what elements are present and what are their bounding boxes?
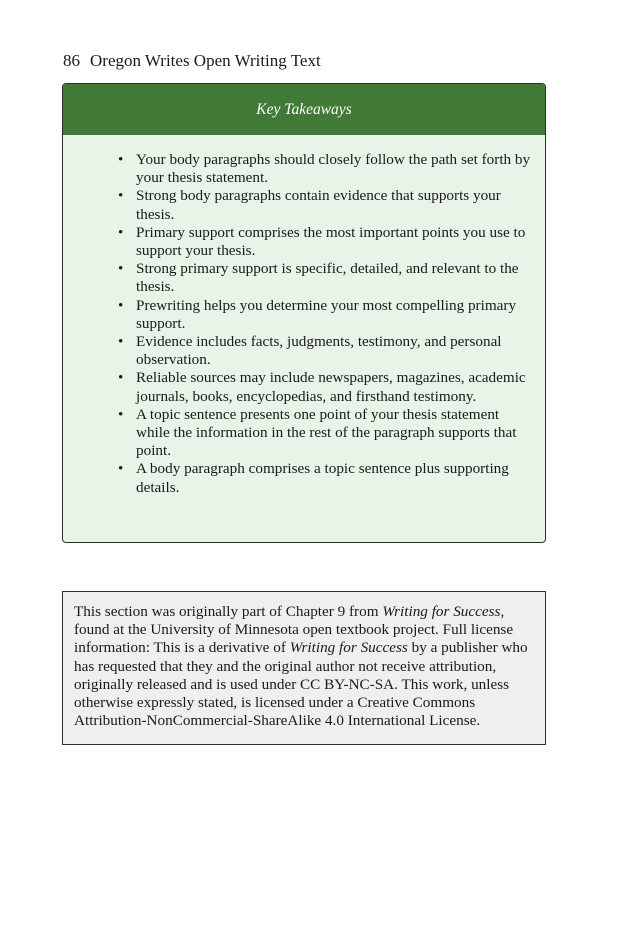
bullet-icon: • <box>118 187 124 205</box>
key-takeaways-header <box>63 84 545 135</box>
bullet-icon: • <box>118 460 124 478</box>
takeaway-item <box>118 224 535 260</box>
license-notice <box>62 591 546 745</box>
book-reference: Writing for Success <box>382 603 501 620</box>
bullet-icon: • <box>118 296 124 314</box>
takeaway-text: Your body paragraphs should closely follow the path set forth by your thesis statement. <box>136 151 531 187</box>
takeaway-text: Strong primary support is specific, detailed, and relevant to the thesis. <box>136 260 519 296</box>
bullet-icon: • <box>118 260 124 278</box>
takeaway-item <box>118 260 535 296</box>
bullet-icon: • <box>118 151 124 168</box>
license-text: by a publisher who has requested that they and the original author not receive attribution, originally released and is used under CC BY-NC-SA. This work, unless otherwise expressly stated, is licensed under a Creative Commons Attribution-NonCommercial-ShareAlike 4.0 International License. <box>74 639 528 730</box>
key-takeaways-list <box>63 135 545 497</box>
takeaway-item <box>118 369 535 405</box>
license-text: , found at the University of Minnesota open textbook project. Full license information: This is a derivative of <box>74 603 514 657</box>
takeaway-text: Strong body paragraphs contain evidence that supports your thesis. <box>136 187 501 223</box>
bullet-icon: • <box>118 369 124 387</box>
bullet-icon: • <box>118 223 124 241</box>
takeaway-text: A topic sentence presents one point of your thesis statement while the information in the rest of the paragraph supports that point. <box>136 405 517 460</box>
takeaway-item <box>118 187 535 223</box>
takeaway-item <box>118 406 535 461</box>
takeaway-text: Evidence includes facts, judgments, testimony, and personal observation. <box>136 333 502 369</box>
takeaway-item <box>118 151 535 187</box>
bullet-icon: • <box>118 405 124 423</box>
takeaway-text: Reliable sources may include newspapers, magazines, academic journals, books, encyclopedias, and firsthand testimony. <box>136 369 526 405</box>
bullet-icon: • <box>118 333 124 351</box>
takeaway-item <box>118 333 535 369</box>
key-takeaways-title: Key Takeaways <box>256 100 352 118</box>
running-header <box>63 50 321 72</box>
key-takeaways-box <box>62 83 546 543</box>
takeaway-text: Prewriting helps you determine your most compelling primary support. <box>136 296 517 332</box>
page-number: 86 <box>63 51 80 70</box>
takeaway-text: Primary support comprises the most important points you use to support your thesis. <box>136 223 526 260</box>
book-title: Oregon Writes Open Writing Text <box>90 51 321 70</box>
takeaway-text: A body paragraph comprises a topic sentence plus supporting details. <box>136 460 509 496</box>
takeaway-item <box>118 297 535 333</box>
book-reference: Writing for Success <box>289 639 408 657</box>
license-text: This section was originally part of Chapter 9 from <box>74 603 383 620</box>
takeaway-item <box>118 460 535 496</box>
